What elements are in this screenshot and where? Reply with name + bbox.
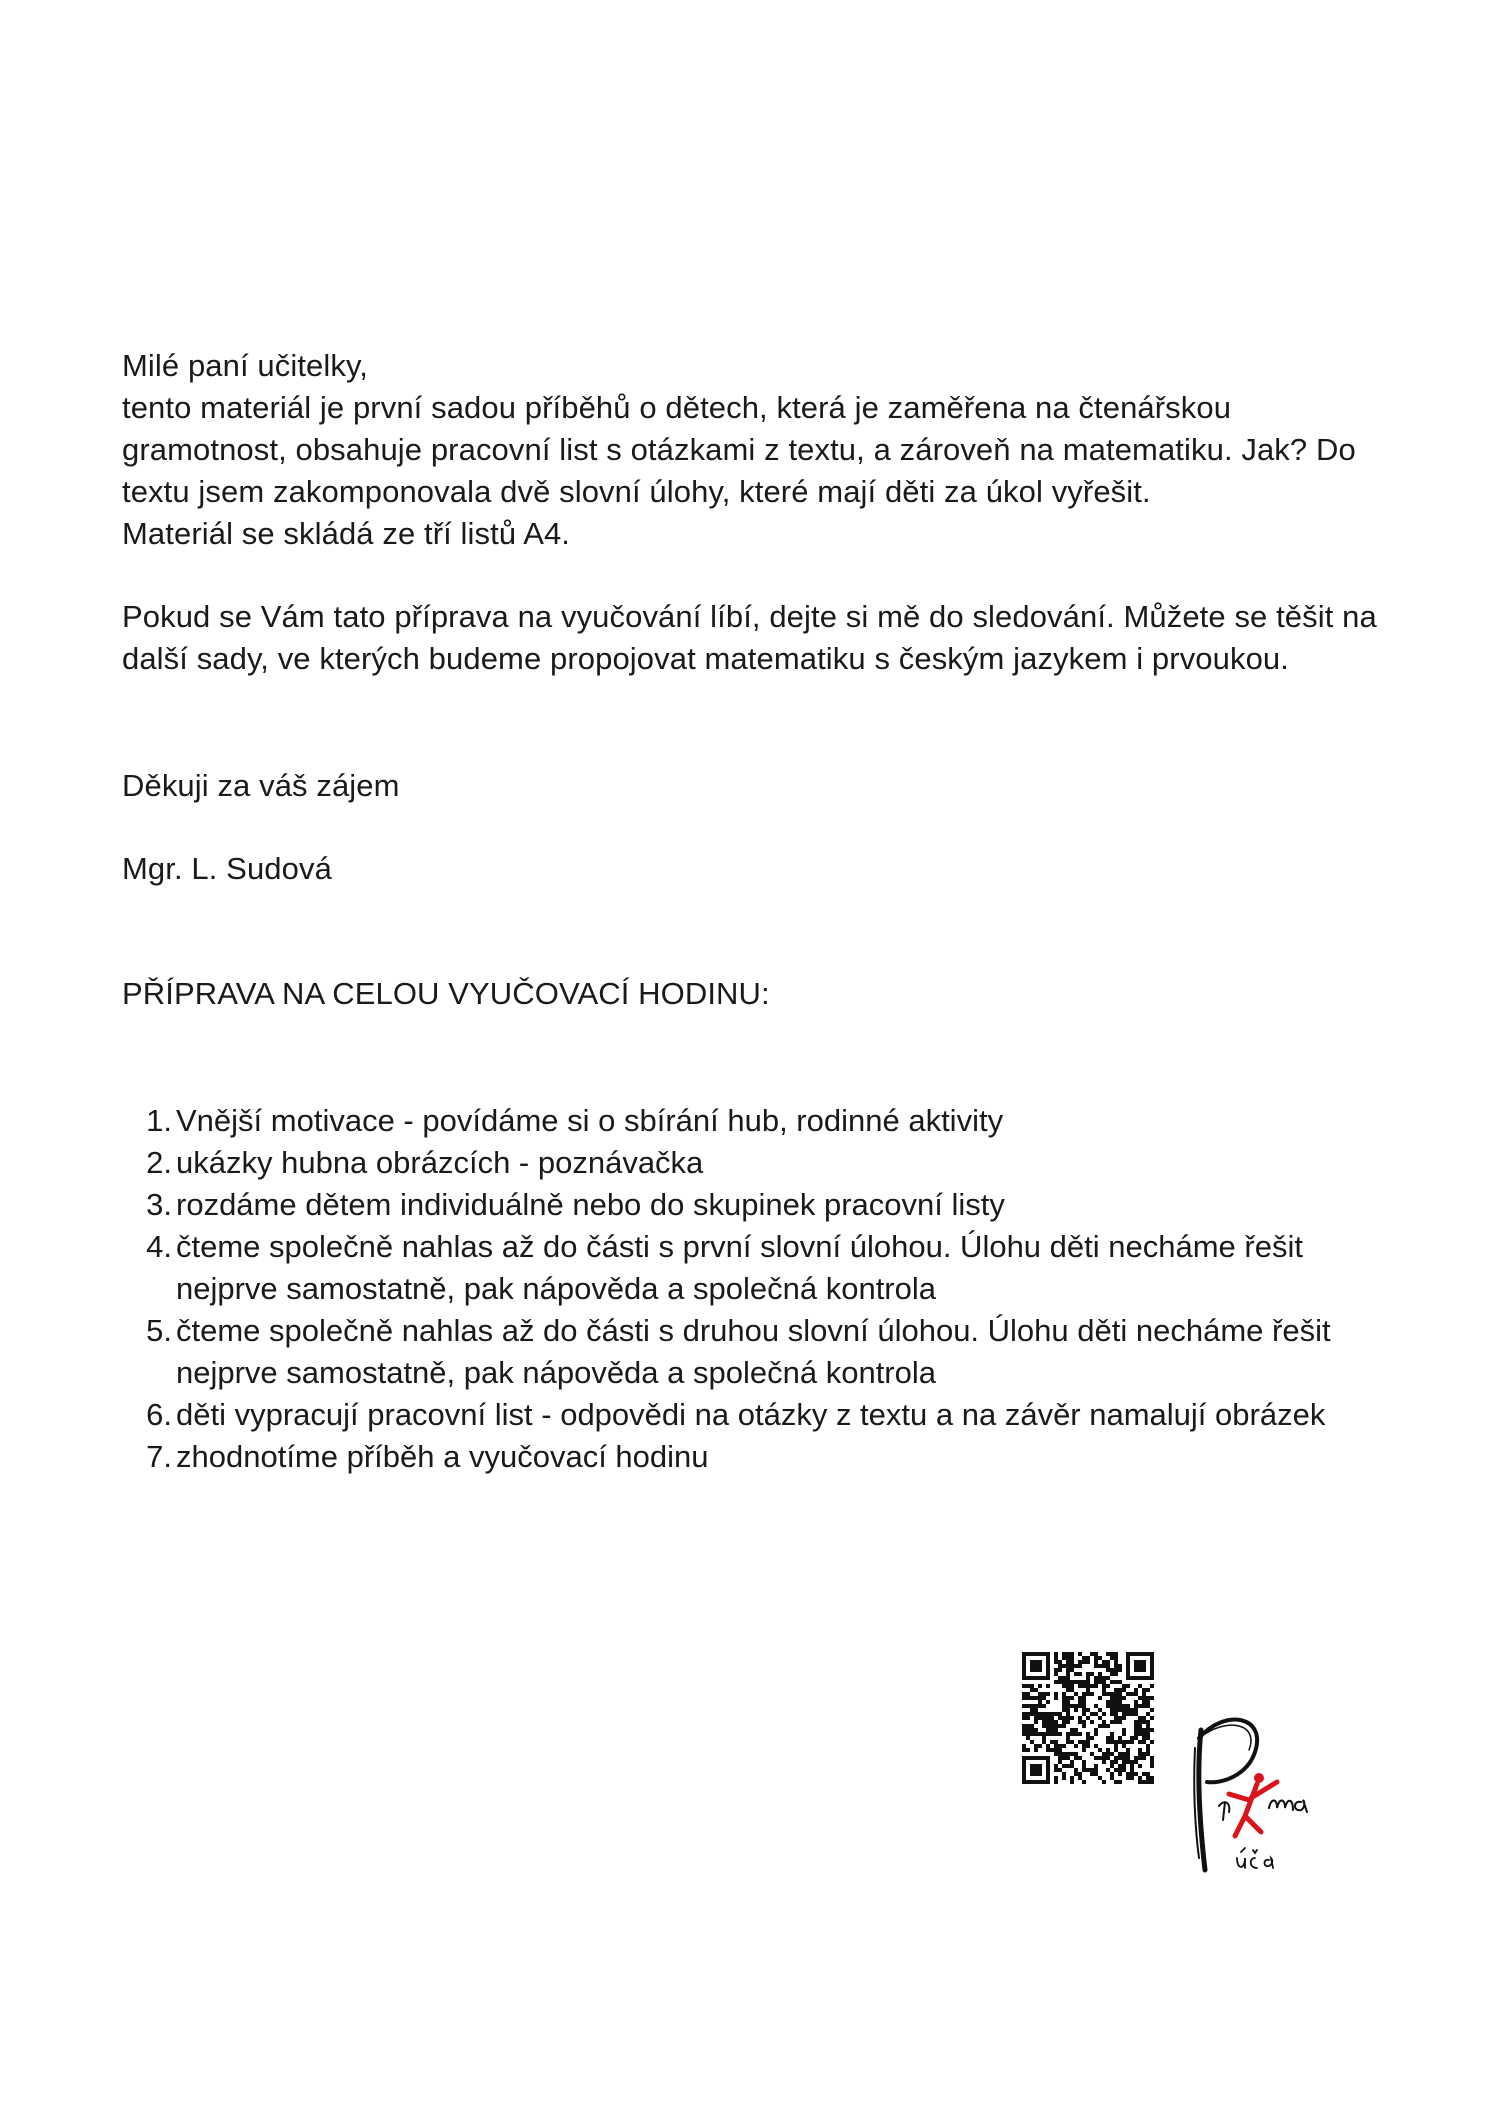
task-text: [172, 1184, 1412, 1226]
task-text: [172, 1394, 1412, 1436]
follow-line-2: další sady, ve kterých budeme propojovat matematiku s českým jazykem i prvoukou.: [122, 641, 1289, 676]
task-text: [172, 1436, 1412, 1478]
task-text-line: děti vypracují pracovní list - odpovědi na otázky z textu a na závěr namalují obrázek: [176, 1397, 1326, 1432]
task-text: [172, 1100, 1412, 1142]
intro-line-3: textu jsem zakomponovala dvě slovní úlohy, které mají děti za úkol vyřešit.: [122, 474, 1151, 509]
task-text-line: zhodnotíme příběh a vyučovací hodinu: [176, 1439, 709, 1474]
prima-uca-logo: [1185, 1708, 1325, 1878]
task-item: [122, 1226, 1412, 1310]
task-text: [172, 1226, 1412, 1310]
task-item: [122, 1142, 1412, 1184]
task-item: [122, 1100, 1412, 1142]
task-list: [122, 1100, 1412, 1478]
task-text-line: ukázky hubna obrázcích - poznávačka: [176, 1145, 704, 1180]
logo-letters-uca: [1237, 1848, 1273, 1868]
task-text: [172, 1142, 1412, 1184]
logo-p-bowl: [1199, 1720, 1257, 1783]
task-number: 7.: [146, 1439, 172, 1474]
task-text: [172, 1310, 1412, 1394]
task-number: 4.: [146, 1229, 172, 1264]
intro-paragraph: [122, 345, 1412, 555]
task-number: 6.: [146, 1397, 172, 1432]
logo-letter-r: [1219, 1802, 1229, 1820]
follow-paragraph: [122, 596, 1412, 680]
task-item: [122, 1184, 1412, 1226]
task-item: [122, 1310, 1412, 1394]
task-text-line: nejprve samostatně, pak nápověda a společná kontrola: [176, 1271, 936, 1306]
follow-line-1: Pokud se Vám tato příprava na vyučování líbí, dejte si mě do sledování. Můžete se těšit na: [122, 599, 1377, 634]
signature: Mgr. L. Sudová: [122, 851, 332, 886]
intro-line-4: Materiál se skládá ze tří listů A4.: [122, 516, 571, 551]
task-number: 5.: [146, 1313, 172, 1348]
task-text-line: Vnější motivace - povídáme si o sbírání hub, rodinné aktivity: [176, 1103, 1004, 1138]
logo-letters-ma: [1269, 1800, 1307, 1812]
task-text-line: nejprve samostatně, pak nápověda a společná kontrola: [176, 1355, 936, 1390]
greeting: Milé paní učitelky,: [122, 348, 368, 383]
task-number: 1.: [146, 1103, 172, 1138]
task-number: 2.: [146, 1145, 172, 1180]
intro-line-2: gramotnost, obsahuje pracovní list s otázkami z textu, a zároveň na matematiku. Jak? Do: [122, 432, 1356, 467]
qr-code-icon: [1022, 1652, 1154, 1784]
prep-heading: PŘÍPRAVA NA CELOU VYUČOVACÍ HODINU:: [122, 976, 770, 1011]
logo-dancer-head: [1254, 1773, 1264, 1783]
task-text-line: rozdáme dětem individuálně nebo do skupinek pracovní listy: [176, 1187, 1005, 1222]
logo-p-stem: [1199, 1730, 1205, 1870]
task-number: 3.: [146, 1187, 172, 1222]
task-item: [122, 1436, 1412, 1478]
task-text-line: čteme společně nahlas až do části s první slovní úlohou. Úlohu děti necháme řešit: [176, 1229, 1303, 1264]
task-text-line: čteme společně nahlas až do části s druhou slovní úlohou. Úlohu děti necháme řešit: [176, 1313, 1331, 1348]
logo-dancer-body: [1229, 1782, 1277, 1836]
thanks-line: Děkuji za váš zájem: [122, 768, 400, 803]
intro-line-1: tento materiál je první sadou příběhů o dětech, která je zaměřena na čtenářskou: [122, 390, 1232, 425]
task-item: [122, 1394, 1412, 1436]
